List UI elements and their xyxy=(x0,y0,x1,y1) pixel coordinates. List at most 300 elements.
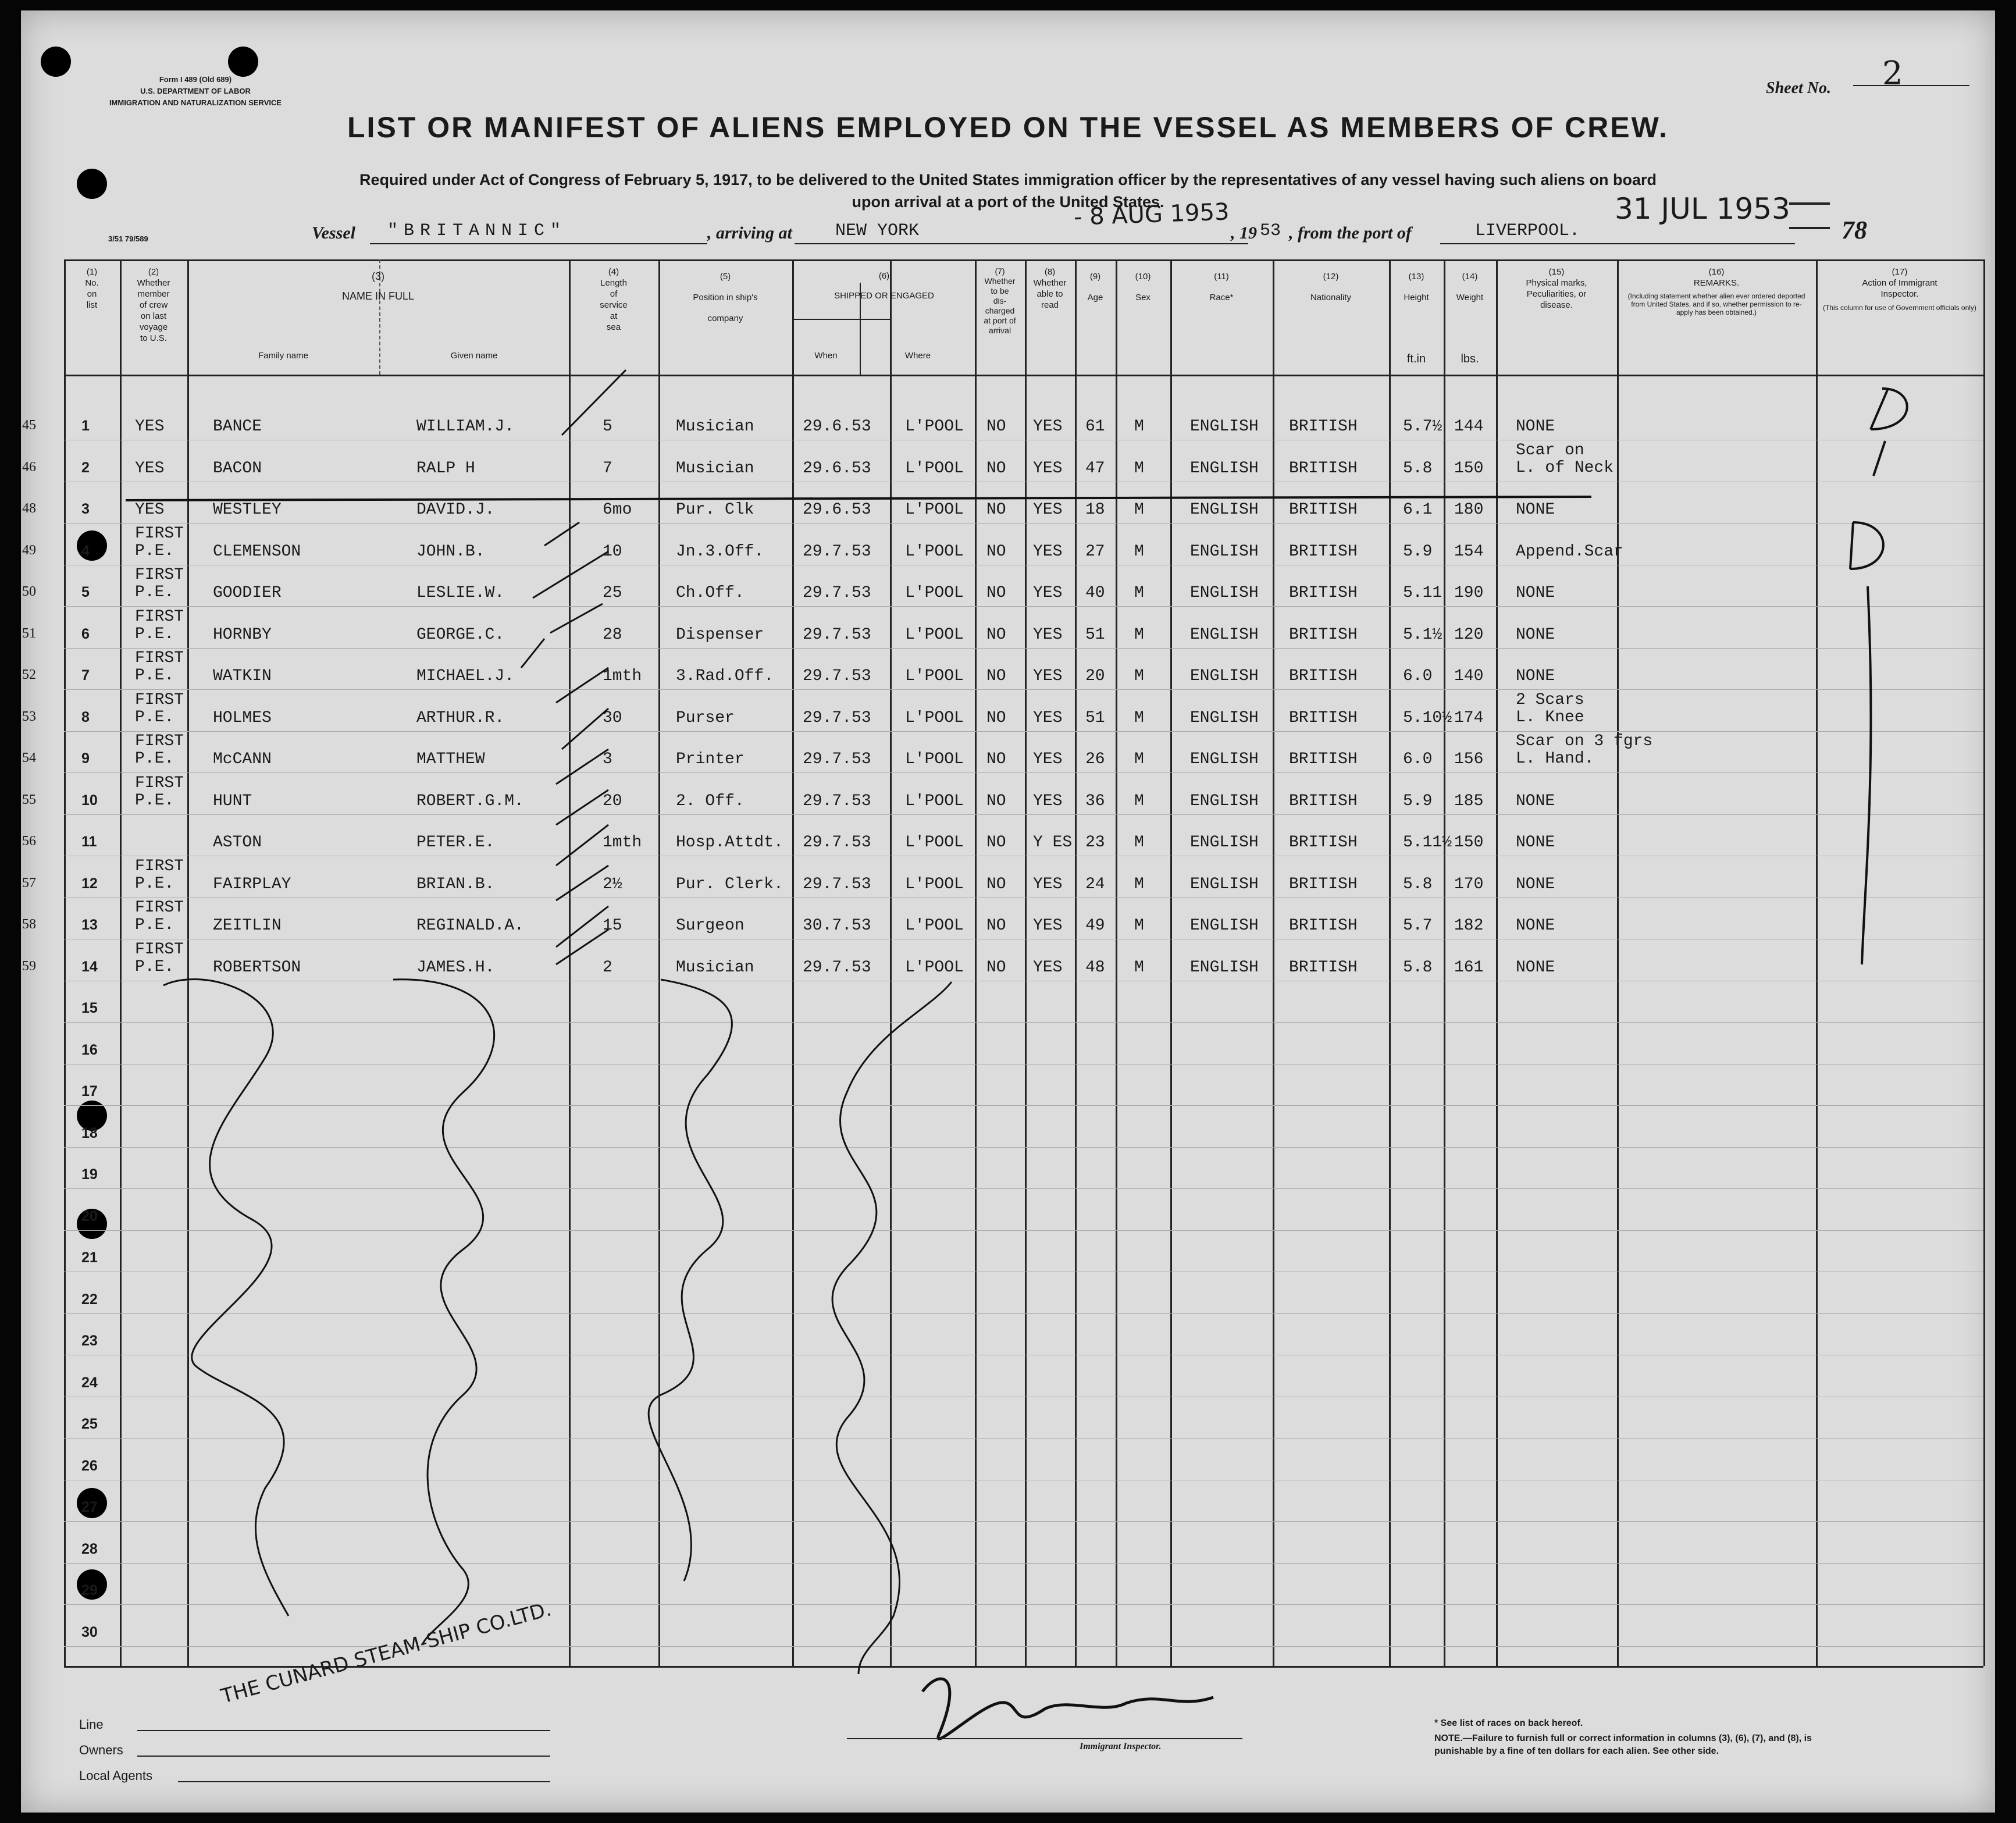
nationality: BRITISH xyxy=(1289,875,1358,893)
height: 5.10½ xyxy=(1403,708,1452,727)
race: ENGLISH xyxy=(1190,958,1259,977)
void-squiggle xyxy=(393,980,494,1645)
length-of-service: 1mth xyxy=(603,834,642,852)
able-to-read: YES xyxy=(1033,875,1063,893)
shipped-when: 29.7.53 xyxy=(803,750,871,768)
sex: M xyxy=(1134,667,1144,685)
header-sex: (10) Sex xyxy=(1135,272,1151,302)
physical-marks: NONE xyxy=(1516,958,1555,977)
height: 5.8 xyxy=(1403,459,1433,478)
header-height-unit: ft.in xyxy=(1406,353,1426,365)
strike-through-row-3 xyxy=(126,497,1591,500)
header-inspector-note: (This column for use of Government officials only) xyxy=(1823,304,1976,312)
age: 26 xyxy=(1085,750,1105,768)
discharge-flag: NO xyxy=(986,501,1006,519)
given-name: MATTHEW xyxy=(416,750,485,768)
race: ENGLISH xyxy=(1190,875,1259,893)
shipped-where: L'POOL xyxy=(905,750,964,768)
header-weight-unit: lbs. xyxy=(1461,353,1479,365)
row-number: 15 xyxy=(81,1000,98,1016)
discharge-flag: NO xyxy=(986,917,1006,935)
shipped-when: 29.7.53 xyxy=(803,584,871,602)
handwritten-annotations xyxy=(21,10,1995,1813)
manifest-subtitle-2: upon arrival at a port of the United States. xyxy=(852,193,1164,211)
header-discharge: (7) Whether to be dis- charged at port of arrival xyxy=(984,266,1016,335)
given-name: MICHAEL.J. xyxy=(416,667,515,685)
shipped-when: 29.6.53 xyxy=(803,418,871,436)
able-to-read: YES xyxy=(1033,917,1063,935)
shipped-when: 29.7.53 xyxy=(803,875,871,893)
member-on-last-voyage: FIRST P.E. xyxy=(135,566,184,601)
age: 20 xyxy=(1085,667,1105,685)
member-on-last-voyage: FIRST P.E. xyxy=(135,899,184,934)
position: Purser xyxy=(676,708,735,727)
weight: 174 xyxy=(1454,708,1484,727)
header-nationality: (12) Nationality xyxy=(1310,272,1352,302)
position: Hosp.Attdt. xyxy=(676,834,783,852)
inspector-label: Immigrant Inspector. xyxy=(1080,1742,1162,1751)
row-number: 18 xyxy=(81,1124,98,1141)
row-number: 3 xyxy=(81,501,90,517)
weight: 190 xyxy=(1454,584,1484,602)
able-to-read: YES xyxy=(1033,459,1063,478)
position: Musician xyxy=(676,459,754,478)
page-row-number: 57 xyxy=(22,875,36,891)
sex: M xyxy=(1134,584,1144,602)
row-number: 10 xyxy=(81,792,98,809)
able-to-read: YES xyxy=(1033,625,1063,644)
length-of-service: 6mo xyxy=(603,501,632,519)
sex: M xyxy=(1134,750,1144,768)
nationality: BRITISH xyxy=(1289,708,1358,727)
penalty-note: NOTE.—Failure to furnish full or correct information in columns (3), (6), (7), and (8), is punishable by a fine of ten dollars for each alien. See other side. xyxy=(1434,1733,1812,1756)
row-number: 2 xyxy=(81,459,90,476)
physical-marks: NONE xyxy=(1516,418,1555,436)
member-on-last-voyage: FIRST P.E. xyxy=(135,857,184,893)
row-number: 9 xyxy=(81,750,90,767)
page-row-number: 54 xyxy=(22,750,36,765)
weight: 161 xyxy=(1454,958,1484,977)
shipped-where: L'POOL xyxy=(905,792,964,810)
header-member: (2) Whether member of crew on last voyage to U.S. xyxy=(137,267,170,343)
page-row-number: 56 xyxy=(22,834,36,849)
inspector-initial xyxy=(1871,389,1907,429)
row-number: 22 xyxy=(81,1291,98,1308)
shipped-when: 30.7.53 xyxy=(803,917,871,935)
given-name: BRIAN.B. xyxy=(416,875,495,893)
length-of-service: 28 xyxy=(603,625,622,644)
row-number: 1 xyxy=(81,418,90,434)
row-number: 4 xyxy=(81,542,90,559)
weight: 150 xyxy=(1454,834,1484,852)
shipped-when: 29.7.53 xyxy=(803,792,871,810)
nationality: BRITISH xyxy=(1289,917,1358,935)
able-to-read: YES xyxy=(1033,958,1063,977)
row-number: 11 xyxy=(81,834,97,850)
family-name: HUNT xyxy=(213,792,252,810)
length-of-service: 30 xyxy=(603,708,622,727)
row-number: 16 xyxy=(81,1041,98,1058)
shipped-where: L'POOL xyxy=(905,875,964,893)
void-squiggle xyxy=(163,979,288,1616)
check-mark xyxy=(562,370,626,435)
member-on-last-voyage: FIRST P.E. xyxy=(135,774,184,810)
nationality: BRITISH xyxy=(1289,418,1358,436)
race: ENGLISH xyxy=(1190,542,1259,561)
discharge-flag: NO xyxy=(986,418,1006,436)
position: Ch.Off. xyxy=(676,584,745,602)
position: Surgeon xyxy=(676,917,745,935)
length-of-service: 25 xyxy=(603,584,622,602)
shipped-where: L'POOL xyxy=(905,501,964,519)
sex: M xyxy=(1134,875,1144,893)
sex: M xyxy=(1134,917,1144,935)
height: 5.7½ xyxy=(1403,418,1442,436)
departure-date-stamp: 31 JUL 1953 xyxy=(1615,192,1790,226)
race: ENGLISH xyxy=(1190,459,1259,478)
race: ENGLISH xyxy=(1190,917,1259,935)
row-number: 30 xyxy=(81,1623,98,1640)
header-given-name: Given name xyxy=(450,351,498,361)
manifest-sheet xyxy=(21,10,1995,1813)
family-name: FAIRPLAY xyxy=(213,875,291,893)
able-to-read: YES xyxy=(1033,542,1063,561)
header-age: (9) Age xyxy=(1087,272,1103,302)
height: 5.11 xyxy=(1403,584,1442,602)
inspector-initial xyxy=(1850,522,1883,569)
able-to-read: YES xyxy=(1033,750,1063,768)
sex: M xyxy=(1134,958,1144,977)
family-name: BANCE xyxy=(213,418,262,436)
member-on-last-voyage: FIRST P.E. xyxy=(135,690,184,727)
check-mark xyxy=(562,708,608,749)
check-mark xyxy=(556,930,608,964)
member-on-last-voyage: FIRST P.E. xyxy=(135,649,184,685)
row-number: 24 xyxy=(81,1374,98,1391)
height: 5.1½ xyxy=(1403,625,1442,644)
agents-underline xyxy=(178,1781,550,1782)
given-name: JOHN.B. xyxy=(416,542,485,561)
family-name: ASTON xyxy=(213,834,262,852)
sheet-number: 2 xyxy=(1882,55,1903,92)
given-name: ROBERT.G.M. xyxy=(416,792,524,810)
shipped-where: L'POOL xyxy=(905,625,964,644)
member-on-last-voyage: FIRST P.E. xyxy=(135,732,184,768)
race: ENGLISH xyxy=(1190,667,1259,685)
shipped-when: 29.7.53 xyxy=(803,542,871,561)
height: 5.8 xyxy=(1403,875,1433,893)
shipped-where: L'POOL xyxy=(905,459,964,478)
row-number: 6 xyxy=(81,625,90,642)
header-height: (13) Height xyxy=(1404,272,1429,302)
header-list-no: (1) No. on list xyxy=(85,267,99,310)
physical-marks: Scar on 3 fgrs L. Hand. xyxy=(1516,732,1653,768)
manifest-subtitle: Required under Act of Congress of February 5, 1917, to be delivered to the United States immigration officer by the representatives of any vessel having such aliens on board xyxy=(359,171,1657,188)
arrival-date-stamp: - 8 AUG 1953 xyxy=(1073,198,1230,231)
race: ENGLISH xyxy=(1190,625,1259,644)
race: ENGLISH xyxy=(1190,834,1259,852)
race: ENGLISH xyxy=(1190,418,1259,436)
height: 5.8 xyxy=(1403,958,1433,977)
family-name: WESTLEY xyxy=(213,501,282,519)
header-read: (8) Whether able to read xyxy=(1033,267,1067,310)
header-remarks: (16) REMARKS. xyxy=(1693,267,1740,288)
header-shipped: (6) SHIPPED OR ENGAGED xyxy=(834,271,934,301)
length-of-service: 5 xyxy=(603,418,612,436)
header-physical-marks: (15) Physical marks, Peculiarities, or disease. xyxy=(1526,267,1587,310)
owners-label: Owners xyxy=(79,1743,123,1757)
header-when: When xyxy=(814,351,838,361)
height: 5.7 xyxy=(1403,917,1433,935)
age: 51 xyxy=(1085,708,1105,727)
member-on-last-voyage: FIRST P.E. xyxy=(135,607,184,643)
height: 6.0 xyxy=(1403,750,1433,768)
nationality: BRITISH xyxy=(1289,834,1358,852)
header-family-name: Family name xyxy=(258,351,308,361)
able-to-read: YES xyxy=(1033,792,1063,810)
race: ENGLISH xyxy=(1190,501,1259,519)
service-name: IMMIGRATION AND NATURALIZATION SERVICE xyxy=(109,98,282,107)
page-row-number: 45 xyxy=(22,418,36,433)
discharge-flag: NO xyxy=(986,958,1006,977)
nationality: BRITISH xyxy=(1289,625,1358,644)
header-remarks-note: (Including statement whether alien ever ordered deported from United States, and if so, whether permission to re-apply has been obtained.) xyxy=(1627,292,1805,316)
physical-marks: Append.Scar xyxy=(1516,542,1623,561)
discharge-flag: NO xyxy=(986,625,1006,644)
member-on-last-voyage: YES xyxy=(135,501,165,519)
shipped-where: L'POOL xyxy=(905,958,964,977)
race: ENGLISH xyxy=(1190,584,1259,602)
physical-marks: NONE xyxy=(1516,834,1555,852)
row-number: 8 xyxy=(81,708,90,725)
age: 61 xyxy=(1085,418,1105,436)
row-number: 25 xyxy=(81,1416,98,1432)
shipped-where: L'POOL xyxy=(905,542,964,561)
header-where: Where xyxy=(904,351,931,361)
physical-marks: NONE xyxy=(1516,875,1555,893)
list-number: 78 xyxy=(1842,216,1867,244)
position: Pur. Clk xyxy=(676,501,754,519)
check-mark xyxy=(556,749,608,784)
position: Jn.3.Off. xyxy=(676,542,764,561)
family-name: WATKIN xyxy=(213,667,272,685)
nationality: BRITISH xyxy=(1289,792,1358,810)
length-of-service: 1mth xyxy=(603,667,642,685)
physical-marks: Scar on L. of Neck xyxy=(1516,441,1614,477)
check-mark xyxy=(550,604,603,633)
age: 49 xyxy=(1085,917,1105,935)
check-mark xyxy=(556,906,608,947)
given-name: RALP H xyxy=(416,459,475,478)
weight: 180 xyxy=(1454,501,1484,519)
able-to-read: Y ES xyxy=(1033,834,1073,852)
owners-underline xyxy=(137,1756,550,1757)
able-to-read: YES xyxy=(1033,584,1063,602)
length-of-service: 10 xyxy=(603,542,622,561)
nationality: BRITISH xyxy=(1289,501,1358,519)
weight: 150 xyxy=(1454,459,1484,478)
age: 27 xyxy=(1085,542,1105,561)
sheet-label: Sheet No. xyxy=(1766,79,1831,97)
line-label: Line xyxy=(79,1717,104,1732)
inspector-signature xyxy=(922,1679,1213,1739)
page-row-number: 52 xyxy=(22,667,36,682)
row-number: 29 xyxy=(81,1582,98,1598)
length-of-service: 2 xyxy=(603,958,612,977)
header-service: (4) Length of service at sea xyxy=(600,267,628,332)
row-number: 12 xyxy=(81,875,98,892)
departure-port: LIVERPOOL. xyxy=(1475,221,1580,241)
shipped-where: L'POOL xyxy=(905,584,964,602)
check-mark xyxy=(521,639,544,668)
shipped-where: L'POOL xyxy=(905,834,964,852)
family-name: HORNBY xyxy=(213,625,272,644)
physical-marks: NONE xyxy=(1516,667,1555,685)
family-name: HOLMES xyxy=(213,708,272,727)
row-number: 23 xyxy=(81,1333,98,1349)
able-to-read: YES xyxy=(1033,708,1063,727)
row-number: 26 xyxy=(81,1457,98,1474)
company-stamp: THE CUNARD STEAM-SHIP CO.LTD. xyxy=(219,1597,554,1708)
age: 40 xyxy=(1085,584,1105,602)
vessel-label: Vessel xyxy=(312,223,355,243)
header-inspector-action: (17) Action of Immigrant Inspector. xyxy=(1862,267,1937,299)
race: ENGLISH xyxy=(1190,750,1259,768)
inspector-stroke xyxy=(1873,441,1885,476)
shipped-where: L'POOL xyxy=(905,667,964,685)
signature-line xyxy=(847,1738,1242,1739)
check-mark xyxy=(556,790,608,825)
row-number: 7 xyxy=(81,667,90,683)
arriving-label: , arriving at xyxy=(707,223,792,243)
physical-marks: 2 Scars L. Knee xyxy=(1516,690,1584,727)
height: 5.11½ xyxy=(1403,834,1452,852)
length-of-service: 3 xyxy=(603,750,612,768)
weight: 170 xyxy=(1454,875,1484,893)
form-number: Form I 489 (Old 689) xyxy=(159,75,232,84)
position: 3.Rad.Off. xyxy=(676,667,774,685)
department-name: U.S. DEPARTMENT OF LABOR xyxy=(140,87,251,95)
age: 24 xyxy=(1085,875,1105,893)
weight: 154 xyxy=(1454,542,1484,561)
member-on-last-voyage: FIRST P.E. xyxy=(135,940,184,976)
header-race: (11) Race* xyxy=(1209,272,1234,302)
member-on-last-voyage: YES xyxy=(135,418,165,436)
inspector-line xyxy=(1862,586,1871,964)
local-agents-label: Local Agents xyxy=(79,1768,152,1783)
age: 23 xyxy=(1085,834,1105,852)
length-of-service: 7 xyxy=(603,459,612,478)
sex: M xyxy=(1134,834,1144,852)
sex: M xyxy=(1134,708,1144,727)
year: 53 xyxy=(1260,221,1281,241)
row-number: 28 xyxy=(81,1540,98,1557)
position: 2. Off. xyxy=(676,792,745,810)
able-to-read: YES xyxy=(1033,667,1063,685)
weight: 185 xyxy=(1454,792,1484,810)
row-number: 14 xyxy=(81,958,98,975)
sex: M xyxy=(1134,542,1144,561)
page-row-number: 48 xyxy=(22,501,36,516)
given-name: JAMES.H. xyxy=(416,958,495,977)
physical-marks: NONE xyxy=(1516,501,1555,519)
family-name: BACON xyxy=(213,459,262,478)
position: Musician xyxy=(676,958,754,977)
shipped-when: 29.7.53 xyxy=(803,625,871,644)
page-row-number: 50 xyxy=(22,584,36,599)
nationality: BRITISH xyxy=(1289,958,1358,977)
from-port-label: , from the port of xyxy=(1289,223,1412,243)
shipped-where: L'POOL xyxy=(905,917,964,935)
nationality: BRITISH xyxy=(1289,584,1358,602)
row-number: 19 xyxy=(81,1166,98,1183)
sex: M xyxy=(1134,418,1144,436)
sex: M xyxy=(1134,625,1144,644)
discharge-flag: NO xyxy=(986,542,1006,561)
row-number: 13 xyxy=(81,917,98,933)
family-name: ROBERTSON xyxy=(213,958,301,977)
check-mark xyxy=(556,866,608,900)
position: Musician xyxy=(676,418,754,436)
weight: 144 xyxy=(1454,418,1484,436)
line-underline xyxy=(137,1730,550,1731)
check-mark xyxy=(556,825,608,866)
page-row-number: 55 xyxy=(22,792,36,807)
check-mark xyxy=(544,522,579,546)
shipped-where: L'POOL xyxy=(905,708,964,727)
length-of-service: 2½ xyxy=(603,875,622,893)
physical-marks: NONE xyxy=(1516,584,1555,602)
position: Pur. Clerk. xyxy=(676,875,783,893)
nationality: BRITISH xyxy=(1289,667,1358,685)
height: 5.9 xyxy=(1403,792,1433,810)
page-row-number: 49 xyxy=(22,542,36,558)
discharge-flag: NO xyxy=(986,834,1006,852)
physical-marks: NONE xyxy=(1516,625,1555,644)
race: ENGLISH xyxy=(1190,792,1259,810)
discharge-flag: NO xyxy=(986,667,1006,685)
void-squiggle xyxy=(832,982,952,1674)
page-row-number: 58 xyxy=(22,917,36,932)
void-squiggle xyxy=(649,980,732,1581)
discharge-flag: NO xyxy=(986,459,1006,478)
given-name: REGINALD.A. xyxy=(416,917,524,935)
discharge-flag: NO xyxy=(986,875,1006,893)
age: 48 xyxy=(1085,958,1105,977)
form-code: 3/51 79/589 xyxy=(108,234,148,243)
sex: M xyxy=(1134,792,1144,810)
shipped-when: 29.6.53 xyxy=(803,501,871,519)
weight: 156 xyxy=(1454,750,1484,768)
page-row-number: 53 xyxy=(22,708,36,724)
shipped-where: L'POOL xyxy=(905,418,964,436)
member-on-last-voyage: FIRST P.E. xyxy=(135,524,184,560)
physical-marks: NONE xyxy=(1516,917,1555,935)
discharge-flag: NO xyxy=(986,584,1006,602)
check-mark xyxy=(533,551,608,598)
given-name: LESLIE.W. xyxy=(416,584,505,602)
able-to-read: YES xyxy=(1033,501,1063,519)
length-of-service: 20 xyxy=(603,792,622,810)
age: 18 xyxy=(1085,501,1105,519)
weight: 120 xyxy=(1454,625,1484,644)
able-to-read: YES xyxy=(1033,418,1063,436)
arrival-port: NEW YORK xyxy=(835,221,920,241)
header-name: (3) NAME IN FULL xyxy=(341,270,415,302)
discharge-flag: NO xyxy=(986,792,1006,810)
row-number: 17 xyxy=(81,1083,98,1099)
shipped-when: 29.7.53 xyxy=(803,667,871,685)
